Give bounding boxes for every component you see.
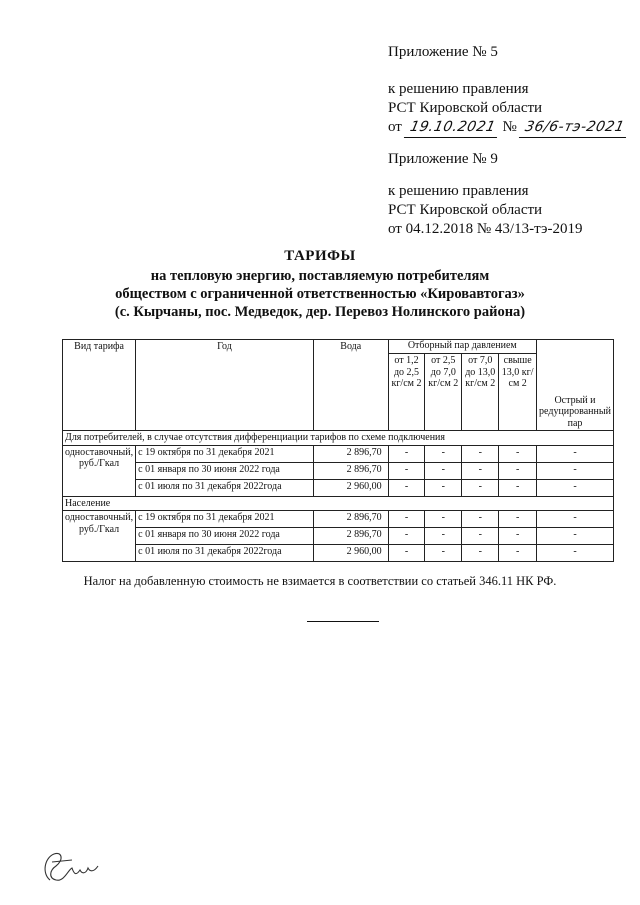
signature-image bbox=[38, 840, 108, 890]
decision-2-text: к решению правления bbox=[388, 183, 529, 199]
p1-cell: - bbox=[388, 445, 425, 462]
decision-2-block bbox=[388, 182, 582, 239]
period-cell: с 01 июля по 31 декабря 2022года bbox=[136, 479, 314, 496]
p1-cell: - bbox=[388, 545, 425, 562]
table-row bbox=[63, 511, 614, 528]
p4-cell: - bbox=[499, 445, 537, 462]
handwritten-date: 19.10.2021 bbox=[403, 118, 500, 138]
decision-2-ref: от 04.12.2018 № 43/13-тэ-2019 bbox=[388, 221, 583, 237]
p4-cell: - bbox=[499, 479, 537, 496]
decision-1-block bbox=[388, 80, 628, 138]
tariff-type-cell: одноставочный, руб./Гкал bbox=[63, 445, 136, 496]
p3-cell: - bbox=[462, 528, 499, 545]
period-cell: с 19 октября по 31 декабря 2021 bbox=[136, 511, 314, 528]
appendix-9-label: Приложение № 9 bbox=[388, 151, 498, 167]
header-water: Вода bbox=[313, 340, 388, 431]
p1-cell: - bbox=[388, 528, 425, 545]
p2-cell: - bbox=[425, 545, 462, 562]
p3-cell: - bbox=[462, 479, 499, 496]
water-cell: 2 960,00 bbox=[313, 479, 388, 496]
p3-cell: - bbox=[462, 462, 499, 479]
water-cell: 2 896,70 bbox=[313, 462, 388, 479]
table-row bbox=[63, 445, 614, 462]
p2-cell: - bbox=[425, 445, 462, 462]
p3-cell: - bbox=[462, 545, 499, 562]
tariff-table bbox=[62, 339, 614, 562]
p1-cell: - bbox=[388, 479, 425, 496]
period-cell: с 01 июля по 31 декабря 2022года bbox=[136, 545, 314, 562]
decision-1-org: РСТ Кировской области bbox=[388, 100, 543, 116]
p4-cell: - bbox=[499, 545, 537, 562]
p2-cell: - bbox=[425, 528, 462, 545]
water-cell: 2 896,70 bbox=[313, 445, 388, 462]
vat-note: Налог на добавленную стоимость не взимается в соответствии со статьей 346.11 НК РФ. bbox=[83, 574, 557, 588]
p2-cell: - bbox=[425, 462, 462, 479]
title-line-1: на тепловую энергию, поставляемую потребителям bbox=[150, 268, 490, 284]
p4-cell: - bbox=[499, 528, 537, 545]
header-p3: от 7,0 до 13,0 кг/см 2 bbox=[462, 354, 499, 431]
p1-cell: - bbox=[388, 511, 425, 528]
p4-cell: - bbox=[499, 462, 537, 479]
header-type: Вид тарифа bbox=[63, 340, 136, 431]
title-line-2: обществом с ограниченной ответственностью «Кировавтогаз» bbox=[115, 286, 525, 302]
p4-cell: - bbox=[499, 511, 537, 528]
p3-cell: - bbox=[462, 511, 499, 528]
water-cell: 2 896,70 bbox=[313, 511, 388, 528]
header-p2: от 2,5 до 7,0 кг/см 2 bbox=[425, 354, 462, 431]
sharp-cell: - bbox=[537, 511, 614, 528]
sharp-cell: - bbox=[537, 479, 614, 496]
p1-cell: - bbox=[388, 462, 425, 479]
appendix-5-block bbox=[388, 43, 498, 62]
document-title bbox=[60, 247, 580, 321]
decision-1-text: к решению правления bbox=[388, 81, 529, 97]
sharp-cell: - bbox=[537, 445, 614, 462]
decision-1-ref: от 19.10.2021 № 36/6-тэ-2021 bbox=[388, 118, 628, 138]
title-main: ТАРИФЫ bbox=[284, 248, 356, 264]
divider-line bbox=[307, 621, 379, 622]
table-row bbox=[63, 479, 614, 496]
period-cell: с 01 января по 30 июня 2022 года bbox=[136, 462, 314, 479]
header-p1: от 1,2 до 2,5 кг/см 2 bbox=[388, 354, 425, 431]
sharp-cell: - bbox=[537, 545, 614, 562]
header-p4: свыше 13,0 кг/см 2 bbox=[499, 354, 537, 431]
p2-cell: - bbox=[425, 479, 462, 496]
sharp-cell: - bbox=[537, 462, 614, 479]
period-cell: с 19 октября по 31 декабря 2021 bbox=[136, 445, 314, 462]
section-title: Население bbox=[63, 496, 614, 511]
header-sharp: Острый и редуцированный пар bbox=[537, 340, 614, 431]
table-row bbox=[63, 545, 614, 562]
appendix-5-label: Приложение № 5 bbox=[388, 44, 498, 60]
header-period: Год bbox=[136, 340, 314, 431]
handwritten-number: 36/6-тэ-2021 bbox=[518, 118, 629, 138]
appendix-9-block bbox=[388, 150, 498, 169]
header-steam: Отборный пар давлением bbox=[388, 340, 536, 354]
water-cell: 2 960,00 bbox=[313, 545, 388, 562]
sharp-cell: - bbox=[537, 528, 614, 545]
period-cell: с 01 января по 30 июня 2022 года bbox=[136, 528, 314, 545]
p3-cell: - bbox=[462, 445, 499, 462]
table-row bbox=[63, 528, 614, 545]
section-title: Для потребителей, в случае отсутствия дифференциации тарифов по схеме подключения bbox=[63, 431, 614, 446]
decision-2-org: РСТ Кировской области bbox=[388, 202, 543, 218]
water-cell: 2 896,70 bbox=[313, 528, 388, 545]
table-row bbox=[63, 462, 614, 479]
p2-cell: - bbox=[425, 511, 462, 528]
tariff-type-cell: одноставочный, руб./Гкал bbox=[63, 511, 136, 562]
title-line-3: (с. Кырчаны, пос. Медведок, дер. Перевоз Нолинского района) bbox=[114, 304, 526, 320]
